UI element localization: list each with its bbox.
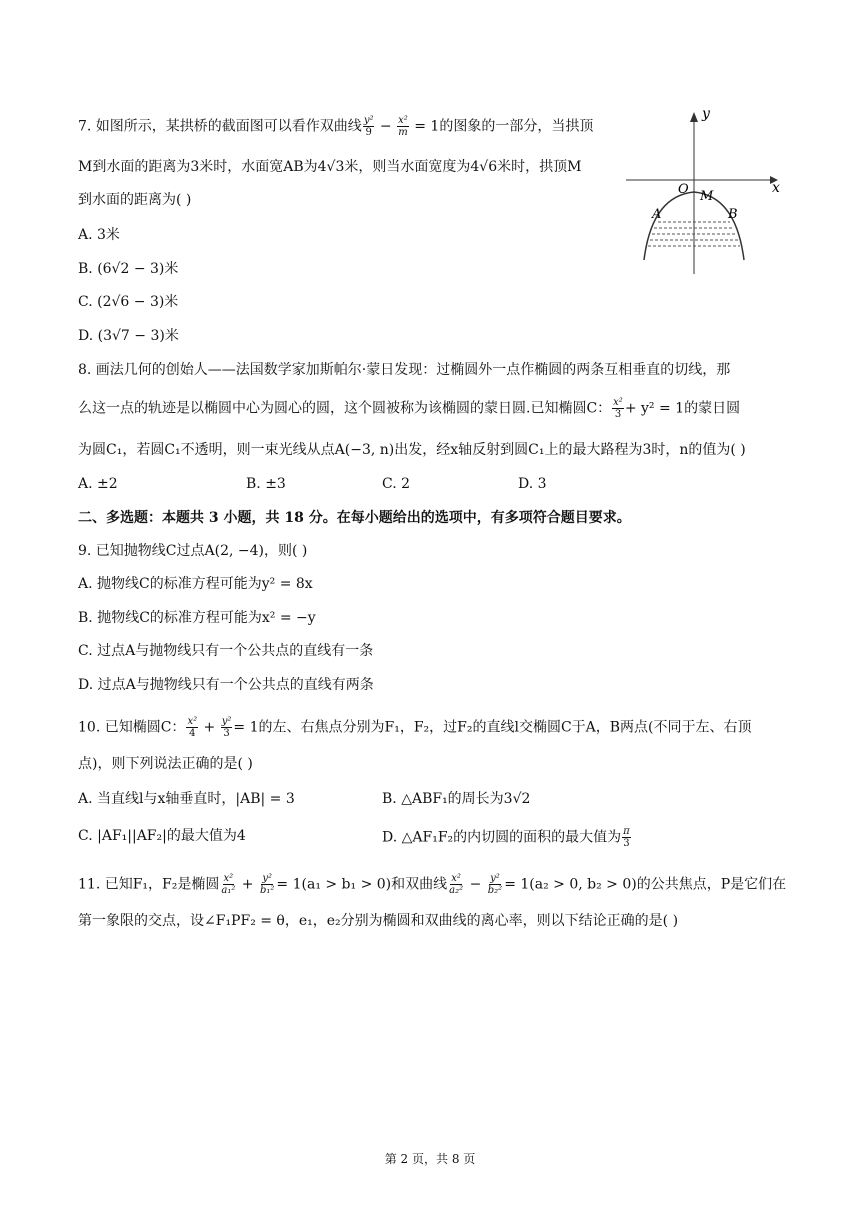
q9-option-b[interactable]: B. 抛物线C的标准方程可能为x² = −y [78,610,316,626]
page-footer: 第 2 页，共 8 页 [384,1152,476,1166]
q8-line1: 8. 画法几何的创始人——法国数学家加斯帕尔·蒙日发现：过椭圆外一点作椭圆的两条互相垂直的切线，那 [78,362,731,378]
q11-text: 11. 已知F₁，F₂是椭圆 [78,876,220,893]
q7-text: 7. 如图所示，某拱桥的截面图可以看作双曲线 [78,118,362,135]
q8-option-d[interactable]: D. 3 [518,476,547,492]
q8-line2 [78,397,740,420]
q8-option-a[interactable]: A. ±2 [78,476,118,492]
q7-line1: 7. 如图所示，某拱桥的截面图可以看作双曲线 $\frac{\text{y²}}{9}$ − $\frac{\text{x²}}{m}$ = 1的图象的一部分，当拱顶 [78,115,594,138]
q11-line1: 11. 已知F₁，F₂是椭圆 $\frac{\text{x²}}{\text{a₁²}}$ + $\frac{\text{y²}}{\text{b₁²}}$ = 1(a₁ > b₁ > 0)和双曲线 $\frac{\text{x²}}{\text{a₂²}}$ − $\frac{\text{y²}}{\text{b₂²}}$ = 1(a₂ > 0, b₂ > 0)的公共焦点，P是它们在 [78,873,787,896]
q10-line2: 点)，则下列说法正确的是( ) [78,756,253,772]
q10-option-a[interactable]: A. 当直线l与x轴垂直时，|AB| = 3 [78,791,295,807]
fig-y-label: y [702,108,710,122]
fig-o-label: O [678,182,689,197]
q8-text: 么这一点的轨迹是以椭圆中心为圆心的圆，这个圆被称为该椭圆的蒙日圆.已知椭圆C： [78,400,612,417]
section-heading: 二、多选题：本题共 3 小题，共 18 分。在每小题给出的选项中，有多项符合题目要求。 [78,510,631,526]
q8-option-b[interactable]: B. ±3 [246,476,286,492]
q9-option-c[interactable]: C. 过点A与抛物线只有一个公共点的直线有一条 [78,643,374,659]
q10-option-b[interactable]: B. △ABF₁的周长为3√2 [382,791,531,807]
q9-option-a[interactable]: A. 抛物线C的标准方程可能为y² = 8x [78,576,313,592]
q7-line3: 到水面的距离为( ) [78,192,192,208]
q9-option-d[interactable]: D. 过点A与抛物线只有一个公共点的直线有两条 [78,677,374,693]
q10-option-d-text: D. △AF₁F₂的内切圆的面积的最大值为 [382,829,622,846]
q8-option-c[interactable]: C. 2 [382,476,411,492]
fig-m-label: M [700,189,714,204]
fraction-y2-3: $\frac{\text{y²}}{3}$ [221,716,232,739]
fraction-y2-b1: $\frac{\text{y²}}{\text{b₁²}}$ [260,873,275,896]
q8-line3: 为圆C₁，若圆C₁不透明，则一束光线从点A(−3, n)出发，经x轴反射到圆C₁上的最大路程为3时，n的值为( ) [78,442,746,458]
q7-option-d[interactable]: D. (3√7 − 3)米 [78,328,179,344]
q7-option-a[interactable]: A. 3米 [78,227,120,243]
q7-option-c[interactable]: C. (2√6 − 3)米 [78,294,179,310]
q11-line2: 第一象限的交点，设∠F₁PF₂ = θ，e₁，e₂分别为椭圆和双曲线的离心率，则以下结论正确的是( ) [78,913,679,929]
q10-line1: 10. 已知椭圆C： $\frac{\text{x²}}{4}$ + $\frac{\text{y²}}{3}$ = 1的左、右焦点分别为F₁，F₂，过F₂的直线l交椭圆C于A，B两点(不同于左、右顶 [78,716,752,739]
q7-text: 的图象的一部分，当拱顶 [439,118,594,135]
fig-a-label: A [652,207,662,222]
fraction-pi-3: $\frac{\pi}{3}$ [623,826,630,849]
q10-text: = 1的左、右焦点分别为F₁，F₂，过F₂的直线l交椭圆C于A，B两点(不同于左、右顶 [233,719,752,736]
q7-line2: M到水面的距离为3米时，水面宽AB为4√3米，则当水面宽度为4√6米时，拱顶M [78,159,582,175]
q10-text: 10. 已知椭圆C： [78,719,186,736]
q11-text: = 1(a₂ > 0, b₂ > 0)的公共焦点，P是它们在 [504,876,787,893]
q10-option-c[interactable]: C. |AF₁||AF₂|的最大值为4 [78,828,246,844]
fraction-x2-a2: $\frac{\text{x²}}{\text{a₂²}}$ [449,873,464,896]
fraction-x2-4: $\frac{\text{x²}}{4}$ [187,716,198,739]
fraction-y2-b2: $\frac{\text{y²}}{\text{b₂²}}$ [487,873,503,896]
fig-x-label: x [772,180,780,196]
fraction-x2-m: $\frac{\text{x²}}{m}$ [398,115,408,138]
q8-text: + y² = 1的蒙日圆 [624,400,741,417]
arch-bridge-figure [622,108,782,278]
fraction-x2-3: $\frac{\text{x²}}{3}$ [613,397,623,420]
q10-option-d[interactable] [382,826,632,849]
fig-b-label: B [728,207,738,222]
fraction-y2-9: $\frac{\text{y²}}{9}$ [363,115,374,138]
fraction-x2-a1: $\frac{\text{x²}}{\text{a₁²}}$ [221,873,236,896]
q7-option-b[interactable]: B. (6√2 − 3)米 [78,261,179,277]
q9-stem: 9. 已知抛物线C过点A(2, −4)，则( ) [78,543,308,559]
q11-text: = 1(a₁ > b₁ > 0)和双曲线 [276,876,448,893]
